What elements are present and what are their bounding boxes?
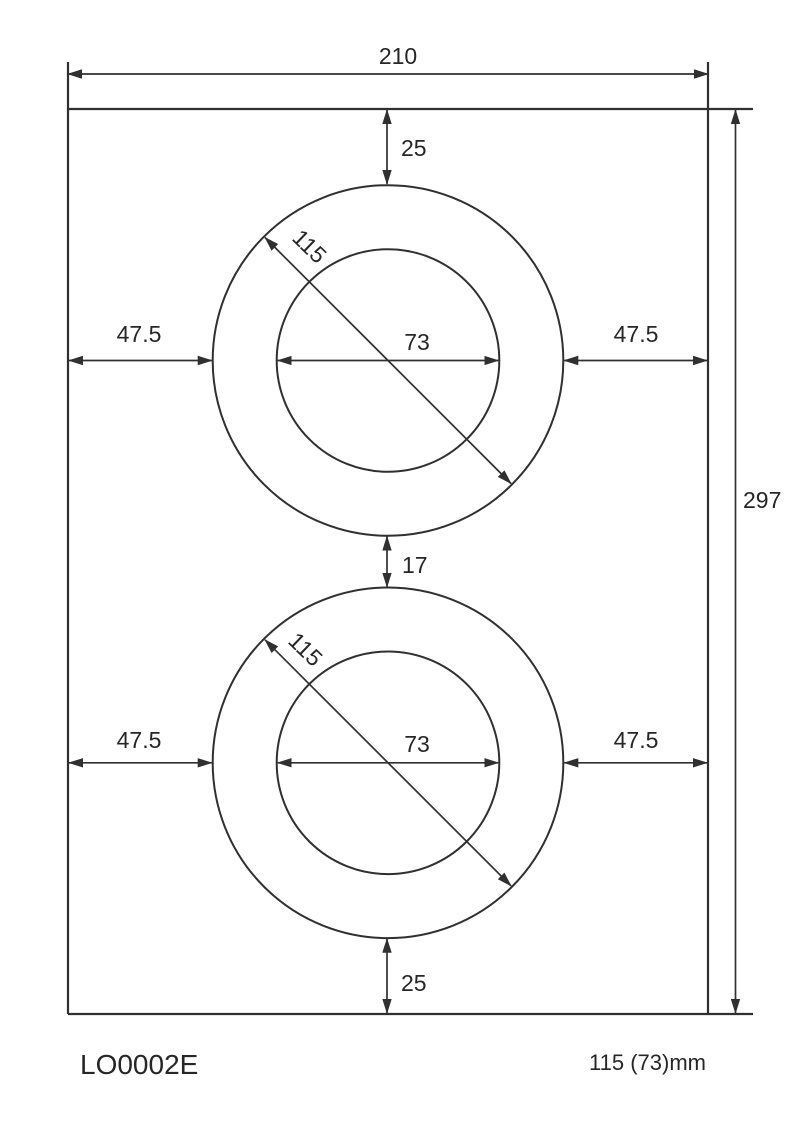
dim-top-margin-label: 25 [401, 135, 427, 161]
dim-sheet-height-label: 297 [743, 487, 782, 513]
dim-sheet-width [68, 43, 708, 74]
dim-bottom-margin [387, 939, 427, 1013]
dim-bottom-margin-label: 25 [401, 970, 427, 996]
dim-inner-diameter-top-label: 73 [404, 329, 430, 355]
dim-side-margin-bottom-right-label: 47.5 [613, 727, 659, 753]
dim-outer-diameter-bottom-label: 115 [283, 627, 328, 672]
dim-circle-gap [387, 537, 428, 587]
dim-side-margin-bottom-left-label: 47.5 [116, 727, 162, 753]
dim-side-margin-bottom-left [69, 727, 212, 763]
dim-side-margin-top-left [69, 321, 212, 361]
dim-sheet-height [736, 110, 782, 1013]
dim-outer-diameter-top-label: 115 [287, 224, 332, 269]
dim-inner-diameter-top [278, 329, 499, 361]
dim-circle-gap-label: 17 [402, 552, 428, 578]
dim-side-margin-top-right [564, 321, 707, 361]
dim-inner-diameter-bottom [278, 731, 499, 763]
dim-outer-diameter-bottom [265, 627, 511, 886]
dim-side-margin-top-left-label: 47.5 [116, 321, 162, 347]
dim-side-margin-top-right-label: 47.5 [613, 321, 659, 347]
label-size-note: 115 (73)mm [589, 1050, 706, 1075]
footer [80, 1049, 706, 1080]
dim-side-margin-bottom-right [564, 727, 707, 763]
dim-top-margin [387, 110, 427, 184]
dim-sheet-width-label: 210 [378, 43, 418, 69]
dim-outer-diameter-top [265, 224, 511, 483]
product-code-label: LO0002E [80, 1049, 199, 1080]
dim-inner-diameter-bottom-label: 73 [404, 731, 430, 757]
